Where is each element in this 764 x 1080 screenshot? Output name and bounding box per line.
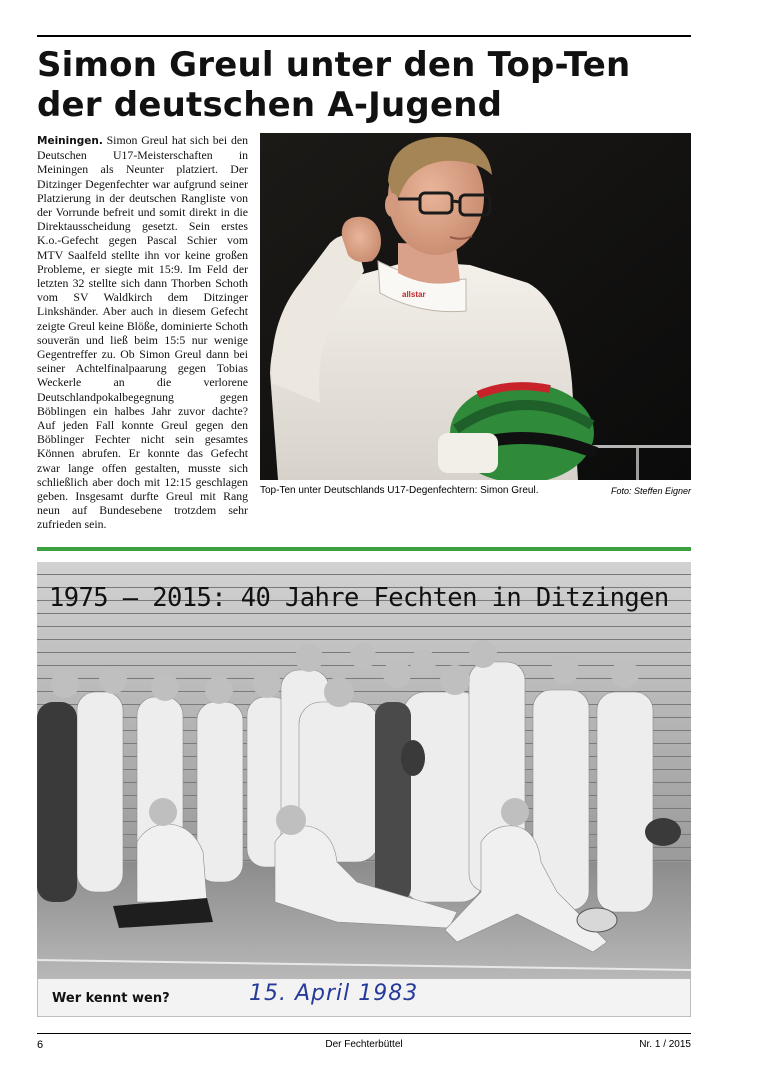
publication-name: Der Fechterbüttel — [325, 1039, 403, 1050]
photo-credit: Foto: Steffen Eigner — [610, 486, 691, 496]
page-number: 6 — [37, 1039, 44, 1051]
handwritten-date: 15. April 1983 — [249, 981, 419, 1006]
fencer-portrait-photo — [260, 133, 691, 480]
article-dateline: Meiningen. — [37, 135, 103, 147]
page-footer — [37, 1038, 691, 1052]
who-knows-who-label: Wer kennt wen? — [52, 991, 170, 1006]
issue-number: Nr. 1 / 2015 — [639, 1039, 691, 1050]
footer-rule — [37, 1033, 691, 1034]
headline-line-2: der deutschen A-Jugend — [37, 85, 503, 125]
photo-caption — [260, 484, 691, 498]
headline-line-1: Simon Greul unter den Top-Ten — [37, 45, 631, 85]
fencer-portrait-illustration — [260, 133, 691, 480]
article-body — [37, 133, 248, 532]
article-text: Simon Greul hat sich bei den Deutschen U17-Meisterschaften in Meiningen als Neunter platziert. Der Ditzinger Degenfechter war aufgrund seiner Platzierung in der deutschen Rangliste von der Vorrunde befreit und somit direkt in die Direktausscheidung gesetzt. Sein erstes K.o.-Gefecht gegen Pascal Schier vom MTV Saalfeld stellte ihn vor keine großen Probleme, er siegte mit 15:9. Im Feld der letzten 32 stellte sich dann Thorben Schoth vom SV Waldkirch dem Ditzinger Linkshänder. Aber auch in diesem Gefecht zeigte Greul keine Blöße, dominierte Schoth souverän und ließ beim 15:5 nur wenige Gegentreffer zu. Ob Simon Greul dann bei seiner Achtelfinalpaarung gegen Tobias Weckerle an die verlorene Deutschlandpokalbegegnung gegen Böblingen ein halbes Jahr zuvor dachte? Auf jeden Fall konnte Greul gegen den Böblinger Fechter nicht sein gesamtes Können abrufen. Er konnte das Gefecht zwar lange offen gestalten, musste sich schließlich aber doch mit 12:15 geschlagen geben. Insgesamt durfte Greul mit Rang neun auf Bundesebene trotzdem sehr zufrieden sein. — [37, 133, 249, 532]
photo-caption-strip — [37, 979, 691, 1017]
team-photo-1983 — [37, 562, 691, 979]
section-divider — [37, 547, 691, 551]
collar-brand-text: allstar — [402, 290, 426, 299]
article-headline — [37, 45, 691, 125]
team-photo-illustration — [37, 562, 691, 979]
header-rule — [37, 35, 691, 37]
photo-overlay-title: 1975 – 2015: 40 Jahre Fechten in Ditzingen — [49, 583, 669, 613]
caption-text: Top-Ten unter Deutschlands U17-Degenfechtern: Simon Greul. — [260, 485, 539, 496]
